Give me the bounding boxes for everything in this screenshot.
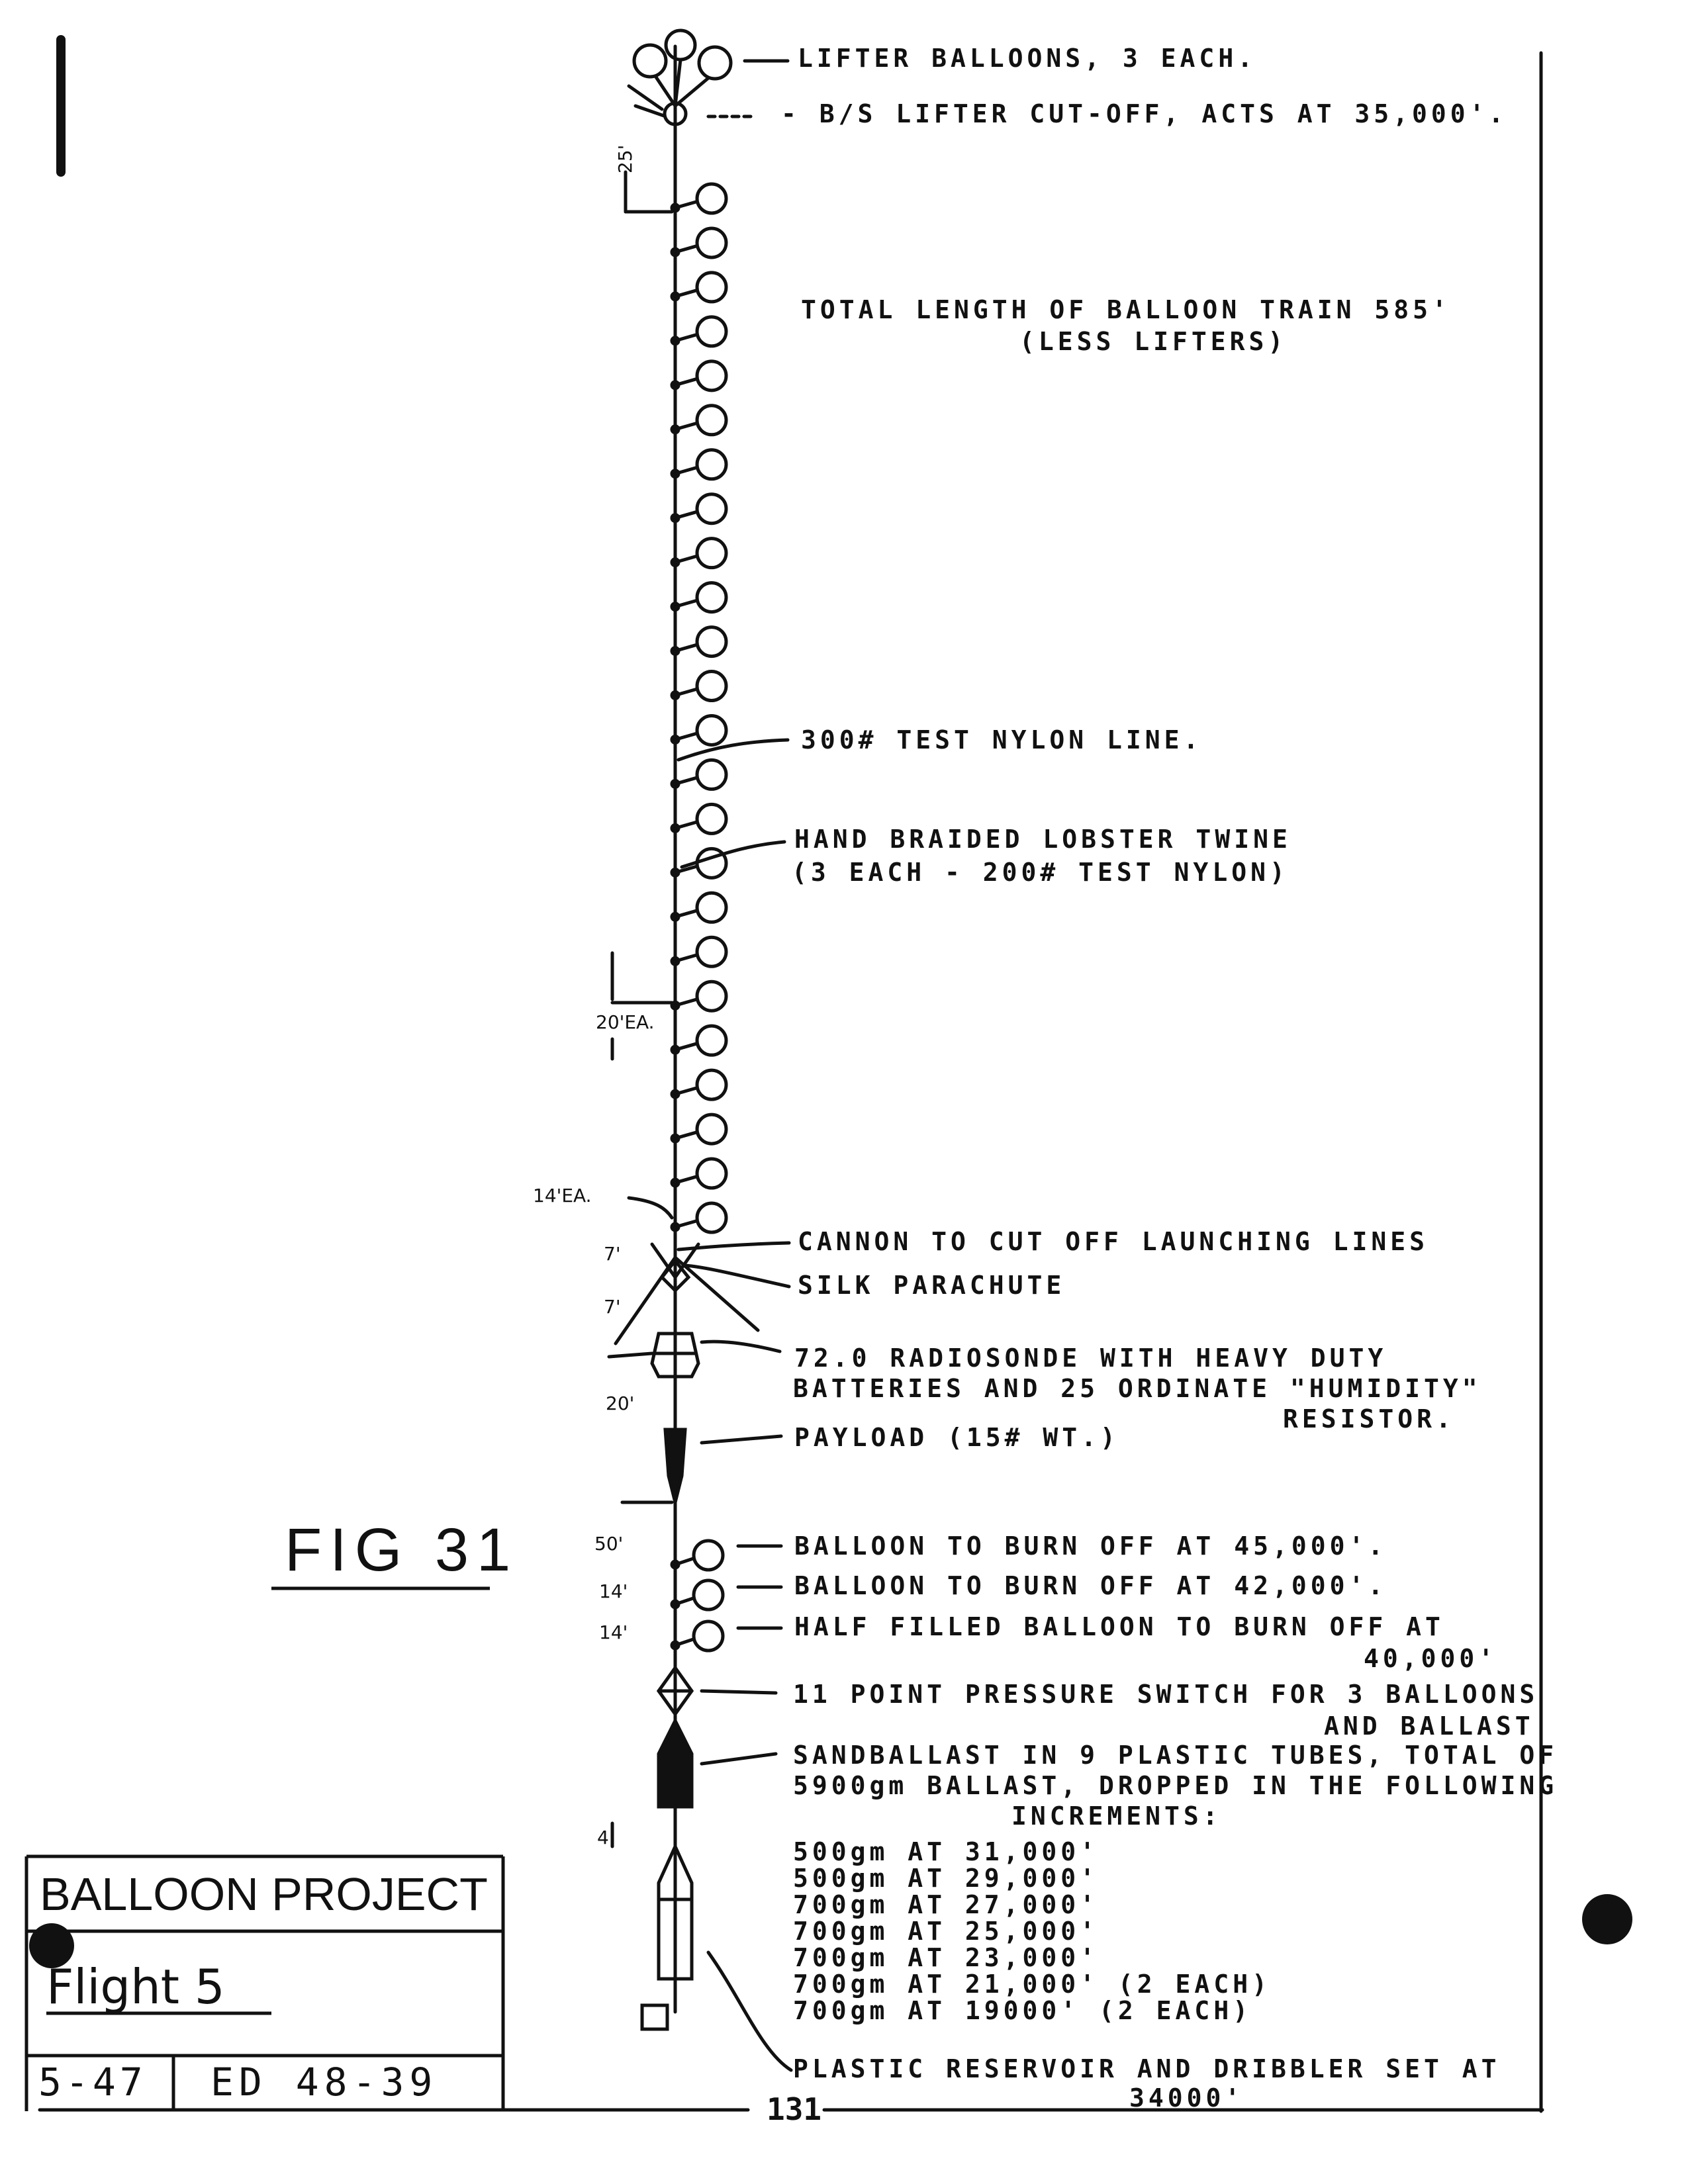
increment-5: 700gm AT 23,000' [793,1943,1100,1972]
label-lifter-balloons: LIFTER BALLOONS, 3 EACH. [798,44,1257,73]
increment-3: 700gm AT 27,000' [793,1890,1100,1919]
dim-50: 50' [594,1533,624,1555]
label-pressure-switch-2: AND BALLAST [1324,1711,1534,1741]
dim-top-spacing: 25' [614,144,636,173]
punch-hole-right [1582,1894,1632,1944]
label-pressure-switch: 11 POINT PRESSURE SWITCH FOR 3 BALLOONS [793,1680,1539,1709]
label-half-filled-altitude: 40,000' [1364,1644,1498,1673]
label-half-filled: HALF FILLED BALLOON TO BURN OFF AT [794,1612,1444,1641]
increment-1: 500gm AT 31,000' [793,1837,1100,1866]
title-block-project: BALLOON PROJECT [40,1868,488,1920]
label-burn-42000: BALLOON TO BURN OFF AT 42,000'. [794,1571,1387,1600]
title-block-date: 5-47 [38,2060,147,2105]
dim-14a: 14' [599,1580,628,1602]
dim-20: 20' [606,1392,635,1414]
label-cannon: CANNON TO CUT OFF LAUNCHING LINES [798,1227,1429,1256]
dim-14-each: 14'EA. [533,1185,592,1206]
label-payload: PAYLOAD (15# WT.) [794,1423,1119,1452]
title-block-flight: Flight 5 [46,1959,225,2015]
label-sandballast-2: 5900gm BALLAST, DROPPED IN THE FOLLOWING [793,1771,1558,1800]
increment-6: 700gm AT 21,000' (2 EACH) [793,1970,1271,1999]
label-reservoir-1: PLASTIC RESERVOIR AND DRIBBLER SET AT [793,2054,1501,2083]
title-block-drawing-number: ED 48-39 [211,2060,438,2105]
figure-label: FIG 31 [285,1516,519,1584]
label-nylon-line: 300# TEST NYLON LINE. [801,725,1203,754]
label-lifter-cutoff: - B/S LIFTER CUT-OFF, ACTS AT 35,000'. [781,99,1508,128]
label-lobster-twine-detail: (3 EACH - 200# TEST NYLON) [792,858,1289,887]
label-silk-parachute: SILK PARACHUTE [798,1271,1066,1300]
label-less-lifters: (LESS LIFTERS) [1019,327,1288,356]
dim-7b: 7' [604,1296,621,1318]
label-radiosonde-2: BATTERIES AND 25 ORDINATE "HUMIDITY" [793,1374,1481,1403]
increment-2: 500gm AT 29,000' [793,1864,1100,1893]
label-total-length: TOTAL LENGTH OF BALLOON TRAIN 585' [801,295,1451,324]
dim-7a: 7' [604,1243,621,1265]
label-reservoir-2: 34000' [1129,2083,1244,2113]
increment-4: 700gm AT 25,000' [793,1917,1100,1946]
label-sandballast-1: SANDBALLAST IN 9 PLASTIC TUBES, TOTAL OF [793,1741,1558,1770]
dim-20-each: 20'EA. [596,1011,655,1033]
label-burn-45000: BALLOON TO BURN OFF AT 45,000'. [794,1531,1387,1561]
label-sandballast-3: INCREMENTS: [1011,1801,1222,1831]
dim-14b: 14' [599,1621,628,1643]
page-number: 131 [767,2091,822,2127]
increment-7: 700gm AT 19000' (2 EACH) [793,1996,1252,2025]
label-radiosonde-1: 72.0 RADIOSONDE WITH HEAVY DUTY [794,1343,1387,1373]
dim-4: 4' [597,1827,614,1848]
label-radiosonde-3: RESISTOR. [1283,1404,1455,1433]
label-lobster-twine: HAND BRAIDED LOBSTER TWINE [794,825,1291,854]
